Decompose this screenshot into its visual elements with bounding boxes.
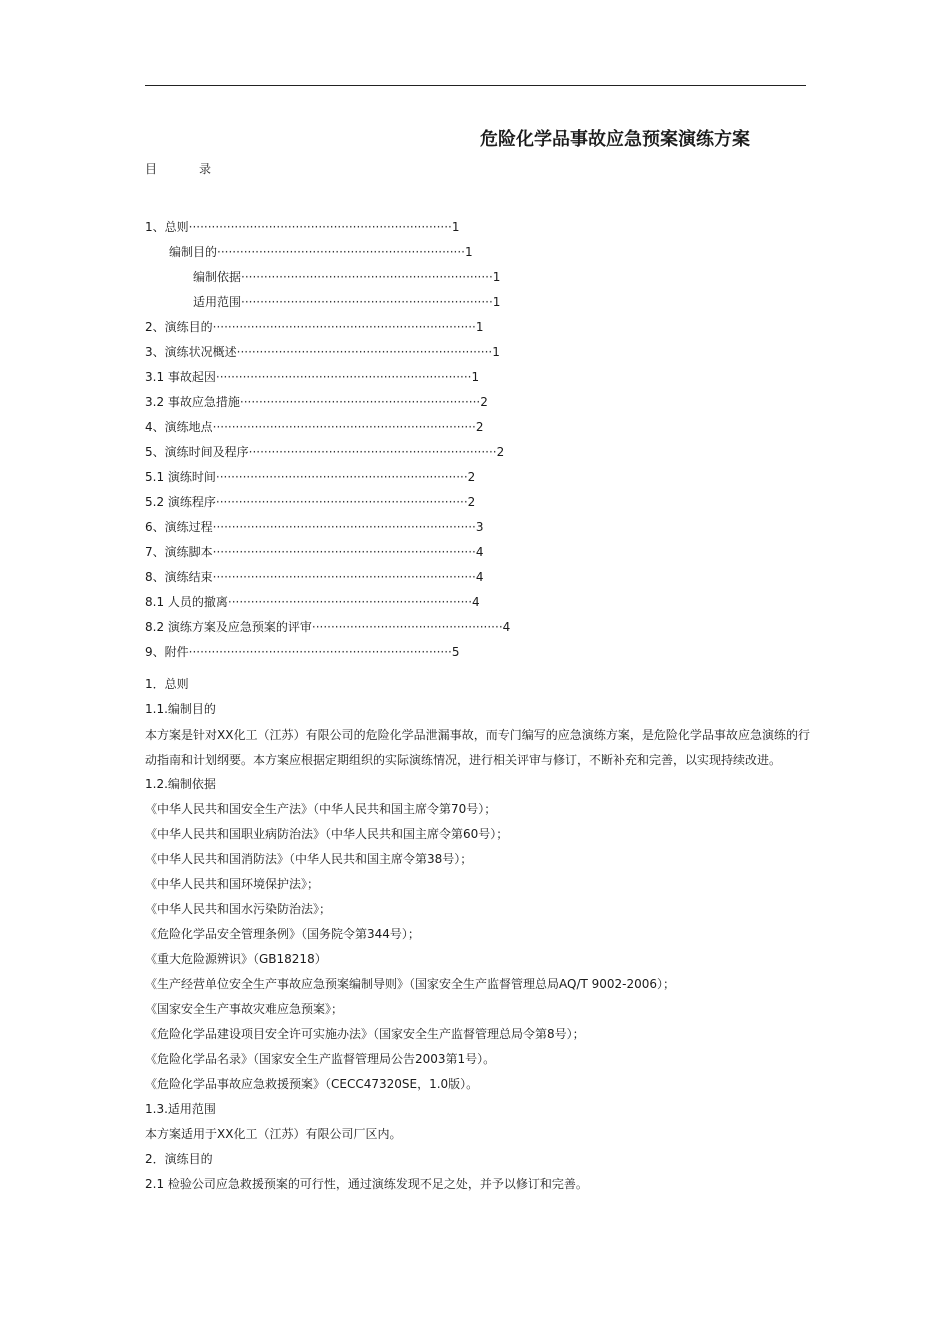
toc-entry-title: 4、演练地点 [145,420,213,434]
toc-leader-dots: ·················································· [311,620,503,634]
toc-entry[interactable] [145,392,510,417]
toc-entry-title: 9、附件 [145,645,189,659]
toc-page-number: 4 [475,570,484,584]
toc-entry-title: 8.1 人员的撤离 [145,595,228,609]
toc-page-number: 1 [492,295,501,309]
toc-leader-dots: ·································································· [215,495,468,509]
toc-entry[interactable] [145,217,510,242]
toc-entry-title: 3、演练状况概述 [145,345,237,359]
toc-entry-title: 6、演练过程 [145,520,213,534]
toc-leader-dots: ····································································· [212,570,476,584]
subsection-heading-1-1: 1.1.编制目的 [145,702,216,716]
toc-page-number: 1 [475,320,484,334]
toc-entry[interactable] [145,317,510,342]
toc-entry[interactable] [145,542,510,567]
toc-entry-title: 编制目的 [169,245,218,259]
reference-item: 《重大危险源辨识》（GB18218） [145,952,327,966]
toc-heading-char-2: 录 [199,162,212,176]
toc-page-number: 4 [475,545,484,559]
toc-entry[interactable] [145,567,510,592]
reference-item: 《生产经营单位安全生产事故应急预案编制导则》（国家安全生产监督管理总局AQ/T 9002-2006）； [145,977,676,991]
toc-entry-title: 适用范围 [193,295,242,309]
toc-page-number: 2 [480,395,488,409]
toc-leader-dots: ·································································· [241,270,493,284]
toc-entry[interactable] [145,342,510,367]
reference-item: 《国家安全生产事故灾难应急预案》； [145,1002,344,1016]
toc-leader-dots: ····································································· [212,420,476,434]
toc-leader-dots: ·································································· [241,295,493,309]
reference-item: 《危险化学品名录》（国家安全生产监督管理局公告2003第1号）。 [145,1052,496,1066]
table-of-contents [145,217,510,667]
toc-leader-dots: ································································· [217,245,465,259]
reference-item: 《危险化学品事故应急救援预案》（CECC47320SE，1.0版）。 [145,1077,479,1091]
toc-page-number: 2 [496,445,505,459]
toc-page-number: 1 [492,270,501,284]
document-body [145,673,810,1198]
toc-entry-title: 8.2 演练方案及应急预案的评审 [145,620,312,634]
reference-item: 《中华人民共和国消防法》（中华人民共和国主席令第38号）； [145,852,473,866]
reference-item: 《中华人民共和国环境保护法》； [145,877,320,891]
toc-entry[interactable] [145,592,510,617]
toc-heading-char-1: 目 [145,162,158,176]
toc-page-number: 1 [492,345,500,359]
toc-page-number: 5 [451,645,460,659]
toc-entry[interactable] [145,492,510,517]
toc-entry-title: 8、演练结束 [145,570,213,584]
paragraph-drill-purpose: 2.1 检验公司应急救援预案的可行性，通过演练发现不足之处，并予以修订和完善。 [145,1177,588,1191]
toc-entry-title: 1、总则 [145,220,189,234]
toc-page-number: 2 [467,495,476,509]
toc-page-number: 2 [475,420,484,434]
toc-leader-dots: ······························································· [239,395,481,409]
toc-leader-dots: ·································································· [215,470,468,484]
toc-leader-dots: ··································································· [215,370,472,384]
toc-page-number: 2 [467,470,476,484]
toc-page-number: 1 [464,245,473,259]
reference-item: 《中华人民共和国水污染防治法》； [145,902,332,916]
toc-entry-title: 2、演练目的 [145,320,213,334]
toc-entry[interactable] [145,242,510,267]
toc-leader-dots: ····································································· [188,220,452,234]
toc-entry[interactable] [145,517,510,542]
toc-entry[interactable] [145,442,510,467]
toc-entry-title: 5、演练时间及程序 [145,445,249,459]
toc-entry[interactable] [145,467,510,492]
paragraph-purpose: 本方案是针对XX化工（江苏）有限公司的危险化学品泄漏事故，而专门编写的应急演练方案，是危险化学品事故应急演练的行动指南和计划纲要。本方案应根据定期组织的实际演练情况，进行相关评审与修订，不断补充和完善，以实现持续改进。 [145,728,810,767]
paragraph-scope: 本方案适用于XX化工（江苏）有限公司厂区内。 [145,1127,402,1141]
reference-item: 《中华人民共和国职业病防治法》（中华人民共和国主席令第60号）； [145,827,509,841]
toc-entry[interactable] [145,417,510,442]
toc-page-number: 4 [472,595,480,609]
toc-leader-dots: ····································································· [188,645,452,659]
toc-entry[interactable] [145,292,510,317]
toc-page-number: 4 [502,620,511,634]
section-heading-2: 2．演练目的 [145,1152,213,1166]
reference-item: 《危险化学品安全管理条例》（国务院令第344号）； [145,927,420,941]
toc-leader-dots: ····································································· [212,320,476,334]
toc-page-number: 3 [475,520,484,534]
subsection-heading-1-3: 1.3.适用范围 [145,1102,216,1116]
toc-entry[interactable] [145,617,510,642]
toc-entry-title: 5.2 演练程序 [145,495,216,509]
toc-leader-dots: ································································ [227,595,473,609]
toc-entry-title: 7、演练脚本 [145,545,213,559]
toc-entry-title: 3.2 事故应急措施 [145,395,240,409]
reference-item: 《危险化学品建设项目安全许可实施办法》（国家安全生产监督管理总局令第8号）； [145,1027,585,1041]
toc-entry[interactable] [145,267,510,292]
subsection-heading-1-2: 1.2.编制依据 [145,777,216,791]
section-heading-1: 1．总则 [145,677,189,691]
toc-heading [145,160,211,177]
reference-item: 《中华人民共和国安全生产法》（中华人民共和国主席令第70号）； [145,802,497,816]
toc-leader-dots: ····································································· [212,545,476,559]
toc-entry[interactable] [145,642,510,667]
reference-list [145,798,810,1098]
toc-entry-title: 编制依据 [193,270,242,284]
toc-entry[interactable] [145,367,510,392]
toc-leader-dots: ··································································· [236,345,493,359]
document-title: 危险化学品事故应急预案演练方案 [480,129,750,150]
header-rule [145,85,806,86]
toc-page-number: 1 [451,220,460,234]
toc-leader-dots: ····································································· [212,520,476,534]
toc-page-number: 1 [471,370,480,384]
toc-entry-title: 5.1 演练时间 [145,470,216,484]
toc-entry-title: 3.1 事故起因 [145,370,216,384]
toc-leader-dots: ································································· [248,445,497,459]
